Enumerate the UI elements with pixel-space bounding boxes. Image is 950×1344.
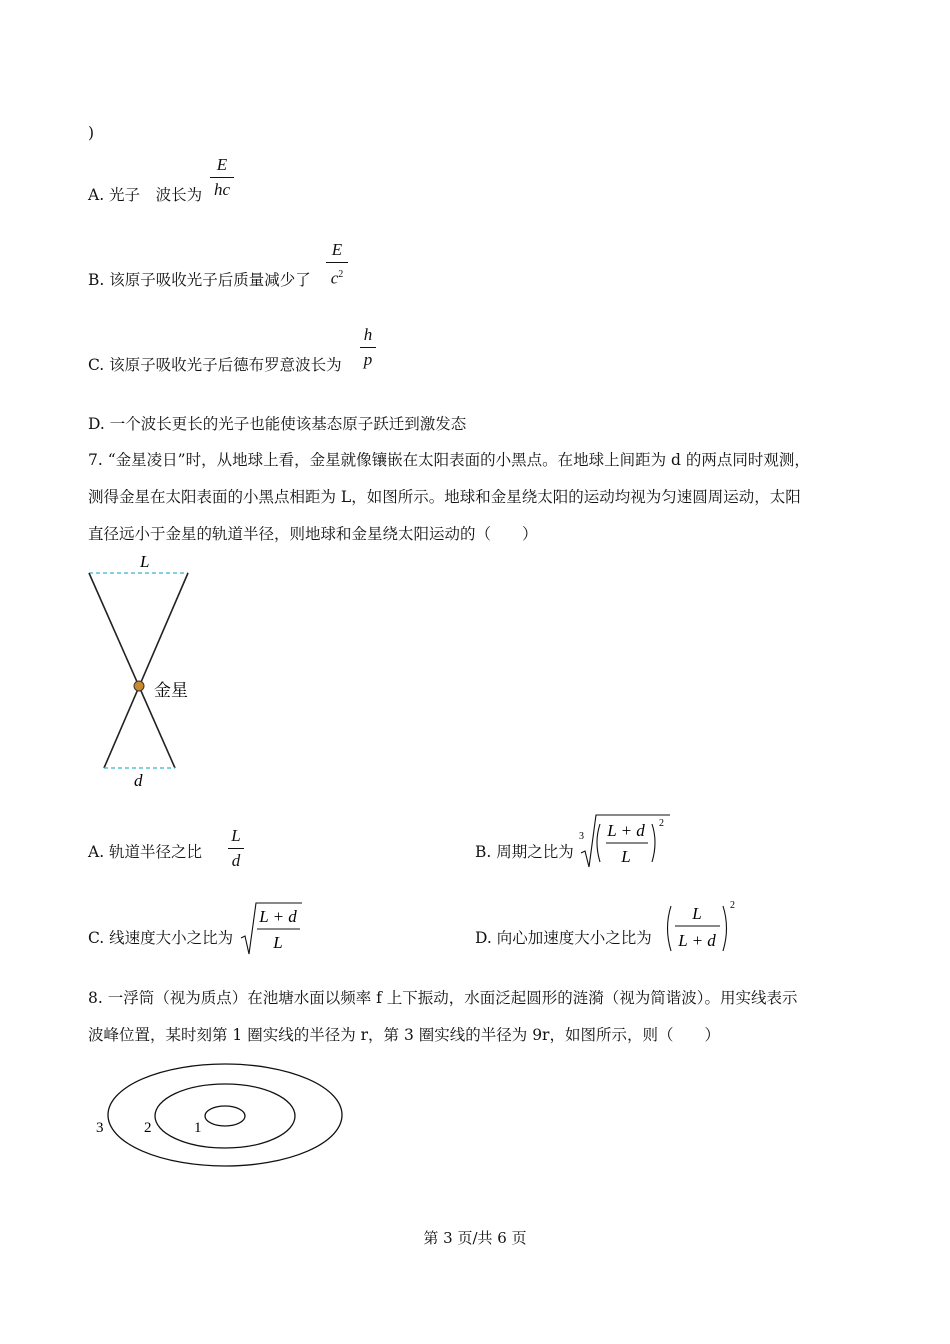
venus-transit-figure — [80, 548, 210, 794]
q6-option-a-prefix: A. 光子 — [88, 186, 141, 204]
fraction-denominator: d — [231, 851, 241, 870]
q6-option-c-fraction — [360, 325, 376, 370]
q6-option-a[interactable] — [88, 183, 202, 205]
q8-stem-line-1: 8. 一浮筒（视为质点）在池塘水面以频率 f 上下振动，水面泛起圆形的涟漪（视为简谐波）。用实线表示 — [88, 989, 798, 1007]
exponent: 2 — [338, 269, 344, 280]
fraction-numerator: h — [363, 325, 373, 344]
fraction-denominator: L — [273, 933, 283, 952]
ripple-label-3: 3 — [96, 1120, 104, 1136]
figure-label-l: L — [140, 552, 150, 571]
ripple-label-2: 2 — [144, 1120, 152, 1136]
right-paren — [723, 906, 727, 951]
exponent: 2 — [659, 818, 664, 829]
fraction-numerator: E — [331, 240, 343, 259]
left-paren — [597, 824, 600, 862]
sight-line-right — [104, 573, 188, 768]
q7-option-a-fraction — [228, 826, 244, 871]
venus-dot-icon — [134, 681, 144, 691]
fraction-denominator: L — [621, 847, 631, 866]
page-footer: 第 3 页/共 6 页 — [423, 1229, 527, 1247]
left-paren — [668, 906, 672, 951]
ripple-figure — [90, 1062, 350, 1180]
q6-option-a-fraction — [210, 155, 234, 200]
q6-option-b[interactable]: B. 该原子吸收光子后质量减少了 — [88, 271, 311, 289]
ripple-circle-1 — [205, 1106, 245, 1126]
ripple-label-1: 1 — [194, 1120, 202, 1136]
fraction-denominator: hc — [213, 180, 231, 199]
q6-option-d[interactable]: D. 一个波长更长的光子也能使该基态原子跃迁到激发态 — [88, 415, 467, 433]
q8-stem-line-2: 波峰位置，某时刻第 1 圈实线的半径为 r，第 3 圈实线的半径为 9r，如图所示，则（ ） — [88, 1026, 720, 1044]
q7-stem-line-3: 直径远小于金星的轨道半径，则地球和金星绕太阳运动的（ ） — [88, 525, 538, 543]
sight-line-left — [89, 573, 175, 768]
q7-option-b[interactable]: B. 周期之比为 — [475, 843, 574, 861]
q6-option-b-fraction — [326, 240, 348, 289]
q7-stem-line-2: 测得金星在太阳表面的小黑点相距为 L，如图所示。地球和金星绕太阳的运动均视为匀速圆周运动，太阳 — [88, 488, 801, 506]
fraction-numerator: L — [231, 826, 241, 845]
fraction-numerator: E — [216, 155, 228, 174]
q7-stem-line-1: 7. “金星凌日”时，从地球上看，金星就像镶嵌在太阳表面的小黑点。在地球上间距为 d 的两点同时观测， — [88, 451, 810, 469]
q7-option-d[interactable]: D. 向心加速度大小之比为 — [475, 929, 652, 947]
ripple-circle-3 — [108, 1064, 342, 1166]
ripple-circle-2 — [155, 1084, 295, 1148]
q6-option-a-text: 波长为 — [155, 186, 203, 204]
right-paren — [652, 824, 655, 862]
q6-option-c[interactable]: C. 该原子吸收光子后德布罗意波长为 — [88, 356, 342, 374]
q7-option-b-formula — [578, 812, 673, 872]
root-index: 3 — [579, 831, 584, 842]
leading-paren: ) — [88, 124, 95, 142]
fraction-numerator: L + d — [607, 821, 645, 840]
fraction-denominator: L + d — [678, 931, 716, 950]
q7-option-c-formula — [240, 900, 306, 958]
figure-label-d: d — [134, 771, 143, 790]
exponent: 2 — [730, 900, 735, 911]
fraction-numerator: L + d — [259, 907, 297, 926]
fraction-denominator: c — [330, 268, 339, 288]
q7-option-d-formula — [662, 896, 742, 956]
figure-label-venus: 金星 — [154, 681, 188, 700]
q7-option-c[interactable]: C. 线速度大小之比为 — [88, 929, 234, 947]
fraction-numerator: L — [692, 904, 702, 923]
q7-option-a[interactable]: A. 轨道半径之比 — [88, 843, 203, 861]
fraction-denominator: p — [363, 350, 373, 369]
